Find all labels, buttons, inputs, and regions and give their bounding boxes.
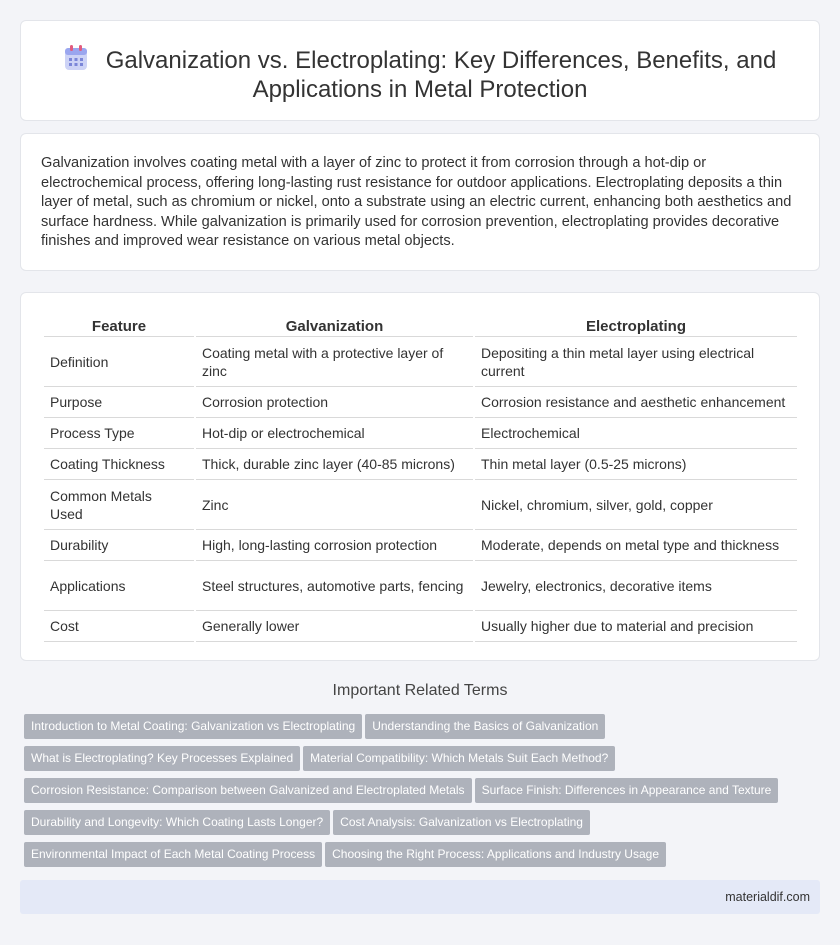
related-term-tag[interactable]: Choosing the Right Process: Applications and Industry Usage — [325, 842, 666, 867]
table-row — [44, 530, 797, 561]
table-cell: Coating Thickness — [44, 449, 194, 480]
table-cell: Durability — [44, 530, 194, 561]
table-cell: Thick, durable zinc layer (40-85 microns) — [196, 449, 473, 480]
related-term-tag[interactable]: Surface Finish: Differences in Appearance and Texture — [475, 778, 779, 803]
header-card — [20, 20, 820, 121]
table-cell: Zinc — [196, 480, 473, 530]
table-cell: Generally lower — [196, 611, 473, 642]
table-cell: Moderate, depends on metal type and thickness — [475, 530, 797, 561]
document-icon — [64, 45, 88, 71]
related-term-tag[interactable]: Material Compatibility: Which Metals Suit Each Method? — [303, 746, 615, 771]
table-row — [44, 561, 797, 611]
related-term-tag[interactable]: Cost Analysis: Galvanization vs Electroplating — [333, 810, 590, 835]
table-cell: Process Type — [44, 418, 194, 449]
table-row — [44, 449, 797, 480]
table-row — [44, 387, 797, 418]
table-row — [44, 418, 797, 449]
table-cell: Corrosion protection — [196, 387, 473, 418]
related-terms-list — [24, 714, 804, 874]
table-row — [44, 611, 797, 642]
table-cell: Coating metal with a protective layer of zinc — [196, 337, 473, 387]
related-term-tag[interactable]: Durability and Longevity: Which Coating Lasts Longer? — [24, 810, 330, 835]
comparison-table — [42, 317, 799, 642]
title-line-2: Applications in Metal Protection — [252, 76, 588, 103]
footer-site-link[interactable]: materialdif.com — [725, 890, 810, 904]
table-cell: Steel structures, automotive parts, fencing — [196, 561, 473, 611]
intro-card — [20, 133, 820, 271]
title-line-1: Galvanization vs. Electroplating: Key Differences, Benefits, and — [105, 47, 777, 74]
related-term-tag[interactable]: What is Electroplating? Key Processes Explained — [24, 746, 300, 771]
page-title — [61, 45, 779, 104]
table-cell: Jewelry, electronics, decorative items — [475, 561, 797, 611]
header-feature: Feature — [44, 317, 194, 337]
table-cell: Electrochemical — [475, 418, 797, 449]
footer — [20, 880, 820, 914]
table-cell: Applications — [44, 561, 194, 611]
table-cell: Usually higher due to material and precision — [475, 611, 797, 642]
related-terms-heading: Important Related Terms — [332, 682, 508, 699]
table-cell: Definition — [44, 337, 194, 387]
table-cell: Nickel, chromium, silver, gold, copper — [475, 480, 797, 530]
related-term-tag[interactable]: Environmental Impact of Each Metal Coating Process — [24, 842, 322, 867]
table-row — [44, 337, 797, 387]
table-header-row — [44, 317, 797, 337]
intro-paragraph: Galvanization involves coating metal with a layer of zinc to protect it from corrosion through a hot-dip or electrochemical process, offering long-lasting rust resistance for outdoor applications. Electroplating deposits a thin layer of metal, such as chromium or nickel, onto a substrate using an electric current, enhancing both aesthetics and surface hardness. While galvanization is primarily used for corrosion prevention, electroplating provides decorative finishes and improved wear resistance on various metal objects. — [41, 155, 792, 250]
header-galvanization: Galvanization — [196, 317, 473, 337]
table-cell: Thin metal layer (0.5-25 microns) — [475, 449, 797, 480]
table-cell: Cost — [44, 611, 194, 642]
table-cell: Depositing a thin metal layer using electrical current — [475, 337, 797, 387]
table-cell: Purpose — [44, 387, 194, 418]
header-electroplating: Electroplating — [475, 317, 797, 337]
table-cell: Hot-dip or electrochemical — [196, 418, 473, 449]
table-row — [44, 480, 797, 530]
related-term-tag[interactable]: Corrosion Resistance: Comparison between Galvanized and Electroplated Metals — [24, 778, 472, 803]
table-cell: Corrosion resistance and aesthetic enhancement — [475, 387, 797, 418]
comparison-card — [20, 292, 820, 661]
related-term-tag[interactable]: Understanding the Basics of Galvanization — [365, 714, 605, 739]
table-cell: Common Metals Used — [44, 480, 194, 530]
table-cell: High, long-lasting corrosion protection — [196, 530, 473, 561]
related-term-tag[interactable]: Introduction to Metal Coating: Galvanization vs Electroplating — [24, 714, 362, 739]
